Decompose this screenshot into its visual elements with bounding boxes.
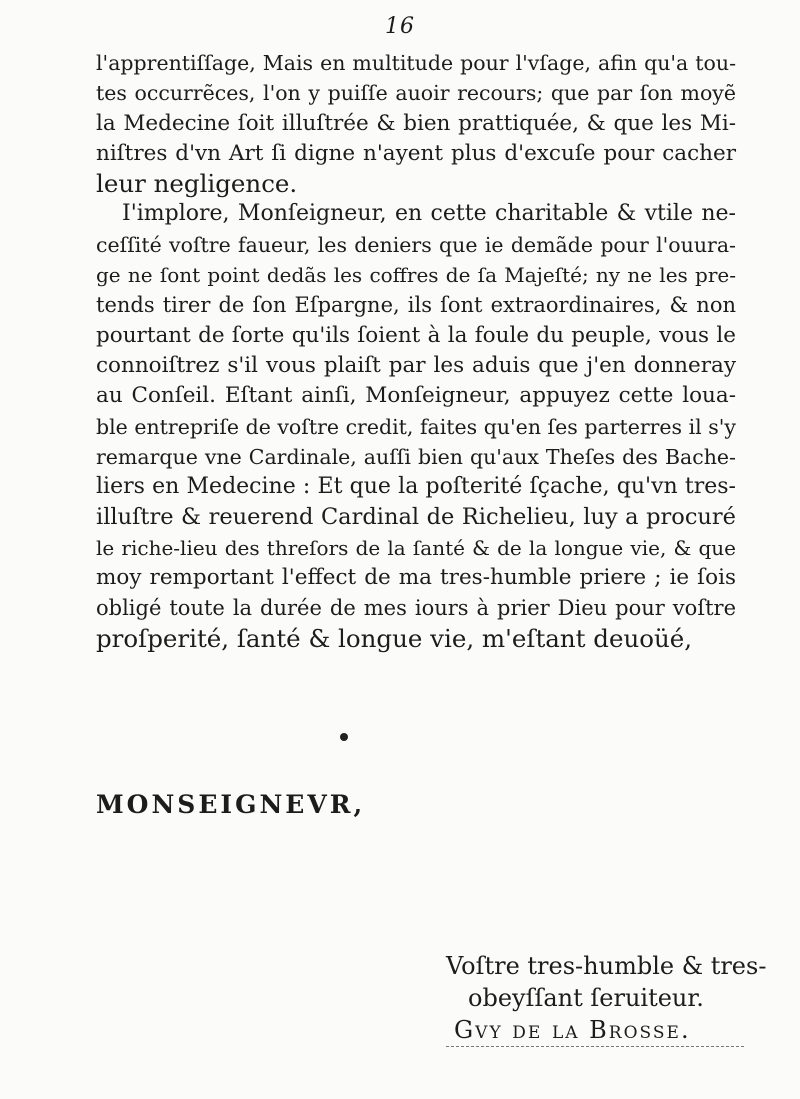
printer-ornament-dot: [340, 733, 348, 741]
text-line: leur negligence.: [96, 169, 298, 199]
text-line: ble entrepriſe de voſtre credit, faites qu'en ſes parterres il s'y: [96, 414, 736, 439]
text-line: tends tirer de ſon Eſpargne, ils ſont extraordinaires, & non: [96, 293, 736, 318]
text-line: illuſtre & reuerend Cardinal de Richelieu, luy a procuré: [96, 504, 736, 531]
text-line: pourtant de ſorte qu'ils ſoient à la foule du peuple, vous le: [96, 322, 736, 348]
signature-block: [446, 950, 767, 1047]
text-line: moy remportant l'effect de ma tres-humble priere ; ie ſois: [96, 565, 736, 591]
text-line: au Conſeil. Eſtant ainſi, Monſeigneur, appuyez cette loua-: [96, 383, 736, 409]
signature-line: Voſtre tres-humble & tres-: [446, 952, 767, 980]
text-line: tes occurrẽces, l'on y puiſſe auoir recours; que par ſon moyẽ: [96, 81, 736, 106]
text-line: I'implore, Monſeigneur, en cette charitable & vtile ne-: [122, 201, 736, 227]
text-line: ceſſité voſtre faueur, les deniers que ie demãde pour l'ouura-: [96, 232, 736, 257]
body-text: [96, 48, 736, 654]
text-line: l'apprentiſſage, Mais en multitude pour l'vſage, afin qu'a tou-: [96, 51, 736, 75]
text-line: niſtres d'vn Art ſi digne n'ayent plus d'excuſe pour cacher: [96, 140, 736, 166]
text-line: connoiſtrez s'il vous plaiſt par les aduis que j'en donneray: [96, 352, 736, 378]
text-line: remarque vne Cardinale, auſſi bien qu'aux Theſes des Bache-: [96, 444, 736, 469]
author-name: Gvy de la Brosse.: [446, 1014, 744, 1047]
page-number: 16: [385, 14, 415, 39]
signature-line: obeyſſant ſeruiteur.: [468, 984, 704, 1012]
text-line: liers en Medecine : Et que la poſterité ſçache, qu'vn tres-: [96, 474, 736, 500]
salutation: MONSEIGNEVR,: [96, 790, 366, 819]
text-line: la Medecine ſoit illuſtrée & bien prattiquée, & que les Mi-: [96, 110, 736, 136]
text-line: le riche-lieu des threſors de la ſanté & de la longue vie, & que: [96, 535, 736, 560]
text-line: obligé toute la durée de mes iours à prier Dieu pour voſtre: [96, 596, 736, 621]
text-line: ge ne ſont point dedãs les coffres de ſa Majeſté; ny ne les pre-: [96, 263, 736, 288]
text-line: proſperité, ſanté & longue vie, m'eſtant deuoüé,: [96, 623, 693, 653]
